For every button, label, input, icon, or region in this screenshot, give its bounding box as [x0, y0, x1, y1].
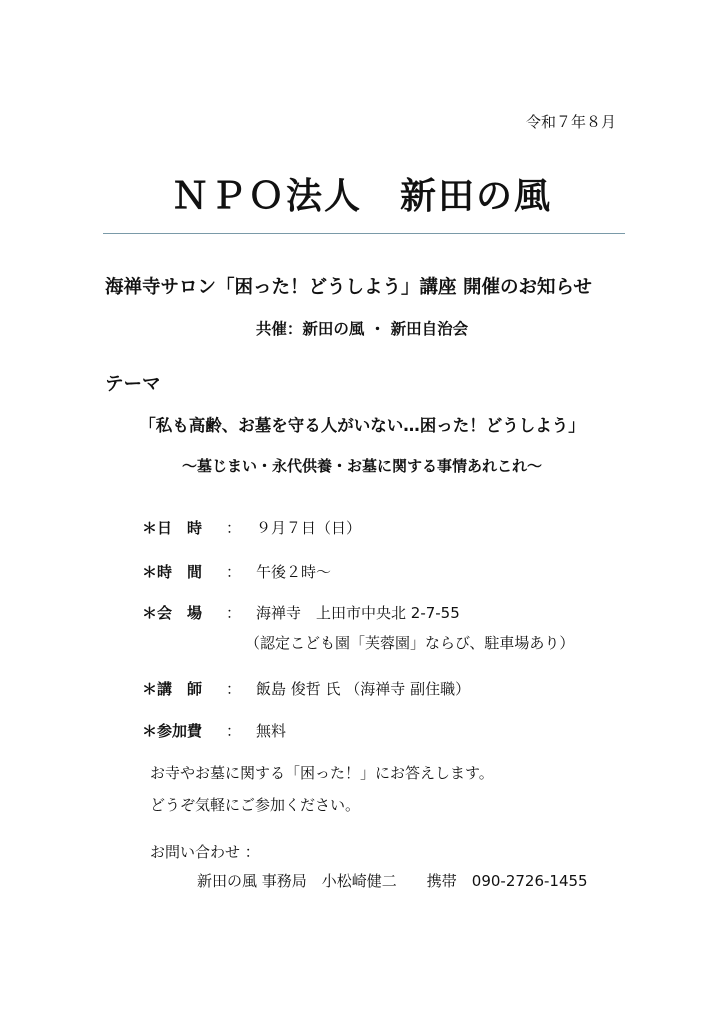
theme-heading: テーマ: [105, 374, 161, 395]
cohost-line: 共催：新田の風 ・ 新田自治会: [255, 320, 469, 338]
detail-venue: [142, 602, 460, 623]
detail-value: 無料: [256, 722, 287, 740]
message-line-2: どうぞ気軽にご参加ください。: [150, 796, 361, 814]
detail-time: [142, 561, 331, 582]
detail-value: ９月７日（日）: [256, 519, 362, 537]
detail-colon: ：: [226, 680, 242, 698]
detail-colon: ：: [226, 519, 242, 537]
detail-value: 海禅寺 上田市中央北 2-7-55: [256, 604, 460, 622]
event-title: 海禅寺サロン「困った！どうしよう」講座 開催のお知らせ: [105, 277, 592, 298]
detail-label: ＊時 間: [142, 563, 203, 581]
theme-main: 「私も高齢、お墓を守る人がいない…困った！どうしよう」: [139, 416, 585, 435]
detail-fee: [142, 720, 286, 741]
organization-name: ＮＰＯ法人 新田の風: [171, 176, 552, 217]
contact-label: お問い合わせ ：: [150, 843, 260, 861]
detail-label: ＊参加費: [142, 722, 203, 740]
contact-line: 新田の風 事務局 小松崎健二 携帯 090-2726-1455: [197, 872, 588, 890]
header-divider: [103, 233, 625, 234]
issue-date: 令和７年８月: [525, 113, 616, 131]
detail-lecturer: [142, 678, 470, 699]
detail-colon: ：: [226, 722, 242, 740]
venue-note: （認定こども園「芙蓉園」ならび、駐車場あり）: [245, 634, 575, 652]
message-line-1: お寺やお墓に関する「困った！」にお答えします。: [150, 764, 494, 782]
detail-label: ＊講 師: [142, 680, 203, 698]
theme-sub: ～墓じまい・永代供養・お墓に関する事情あれこれ～: [181, 457, 542, 475]
detail-colon: ：: [226, 604, 242, 622]
detail-value: 飯島 俊哲 氏 （海禅寺 副住職）: [256, 680, 471, 698]
detail-colon: ：: [226, 563, 242, 581]
detail-datetime: [142, 517, 361, 538]
detail-value: 午後２時～: [256, 563, 332, 581]
detail-label: ＊会 場: [142, 604, 203, 622]
detail-label: ＊日 時: [142, 519, 203, 537]
